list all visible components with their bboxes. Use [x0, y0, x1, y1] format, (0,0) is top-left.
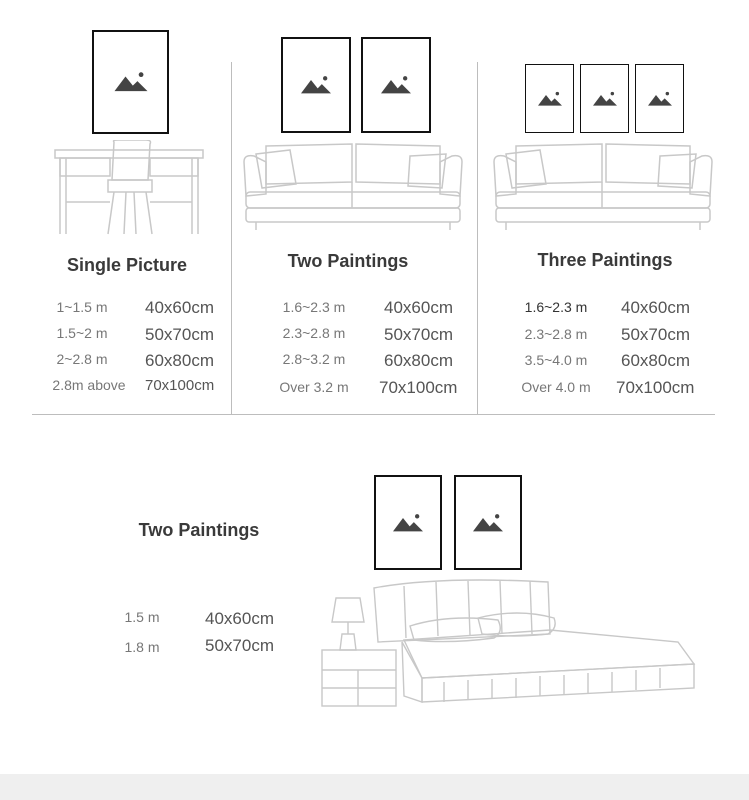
distance-label: 2.8m above — [52, 377, 126, 393]
section-title-two-paintings-bed: Two Paintings — [138, 520, 260, 540]
mountain-sun-icon — [378, 75, 414, 95]
mountain-sun-icon — [390, 513, 426, 533]
frame-three-right — [635, 64, 684, 133]
bottom-bar — [0, 774, 749, 800]
frame-two-right — [361, 37, 431, 133]
size-value: 50x70cm — [384, 325, 453, 344]
distance-label: 1.6~2.3 m — [524, 299, 588, 315]
section-title-single-picture: Single Picture — [66, 255, 188, 275]
distance-label: Over 3.2 m — [279, 379, 349, 395]
sofa-icon — [242, 142, 464, 232]
frame-three-left — [525, 64, 574, 133]
distance-label: Over 4.0 m — [521, 379, 591, 395]
distance-label: 1~1.5 m — [56, 299, 108, 315]
distance-label: 1.6~2.3 m — [282, 299, 346, 315]
mountain-sun-icon — [298, 75, 334, 95]
size-value: 50x70cm — [205, 636, 274, 655]
bed-icon — [318, 578, 700, 722]
distance-label: 2.3~2.8 m — [282, 325, 346, 341]
section-title-three-paintings: Three Paintings — [537, 250, 673, 270]
frame-three-middle — [580, 64, 629, 133]
frame-single — [92, 30, 169, 134]
divider-vertical — [231, 62, 232, 414]
distance-label: 2~2.8 m — [56, 351, 108, 367]
size-value: 70x100cm — [616, 378, 695, 397]
frame-two-left — [281, 37, 351, 133]
size-value: 40x60cm — [205, 609, 274, 628]
divider-vertical — [477, 62, 478, 414]
divider-horizontal — [32, 414, 715, 415]
size-value: 70x100cm — [145, 377, 215, 394]
mountain-sun-icon — [536, 91, 564, 107]
size-value: 40x60cm — [384, 298, 453, 317]
section-title-two-paintings: Two Paintings — [287, 251, 409, 271]
size-value: 40x60cm — [145, 298, 214, 317]
size-value: 60x80cm — [145, 351, 214, 370]
mountain-sun-icon — [112, 71, 150, 93]
frame-bed-left — [374, 475, 442, 570]
size-value: 50x70cm — [621, 325, 690, 344]
mountain-sun-icon — [591, 91, 619, 107]
distance-label: 1.8 m — [124, 639, 160, 655]
mountain-sun-icon — [646, 91, 674, 107]
desk-chair-icon — [52, 140, 206, 236]
distance-label: 3.5~4.0 m — [524, 352, 588, 368]
distance-label: 2.8~3.2 m — [282, 351, 346, 367]
distance-label: 1.5 m — [124, 609, 160, 625]
sofa-icon — [492, 142, 714, 232]
size-value: 60x80cm — [621, 351, 690, 370]
mountain-sun-icon — [470, 513, 506, 533]
size-value: 70x100cm — [379, 378, 458, 397]
size-value: 40x60cm — [621, 298, 690, 317]
size-value: 50x70cm — [145, 325, 214, 344]
frame-bed-right — [454, 475, 522, 570]
distance-label: 1.5~2 m — [56, 325, 108, 341]
size-value: 60x80cm — [384, 351, 453, 370]
distance-label: 2.3~2.8 m — [524, 326, 588, 342]
